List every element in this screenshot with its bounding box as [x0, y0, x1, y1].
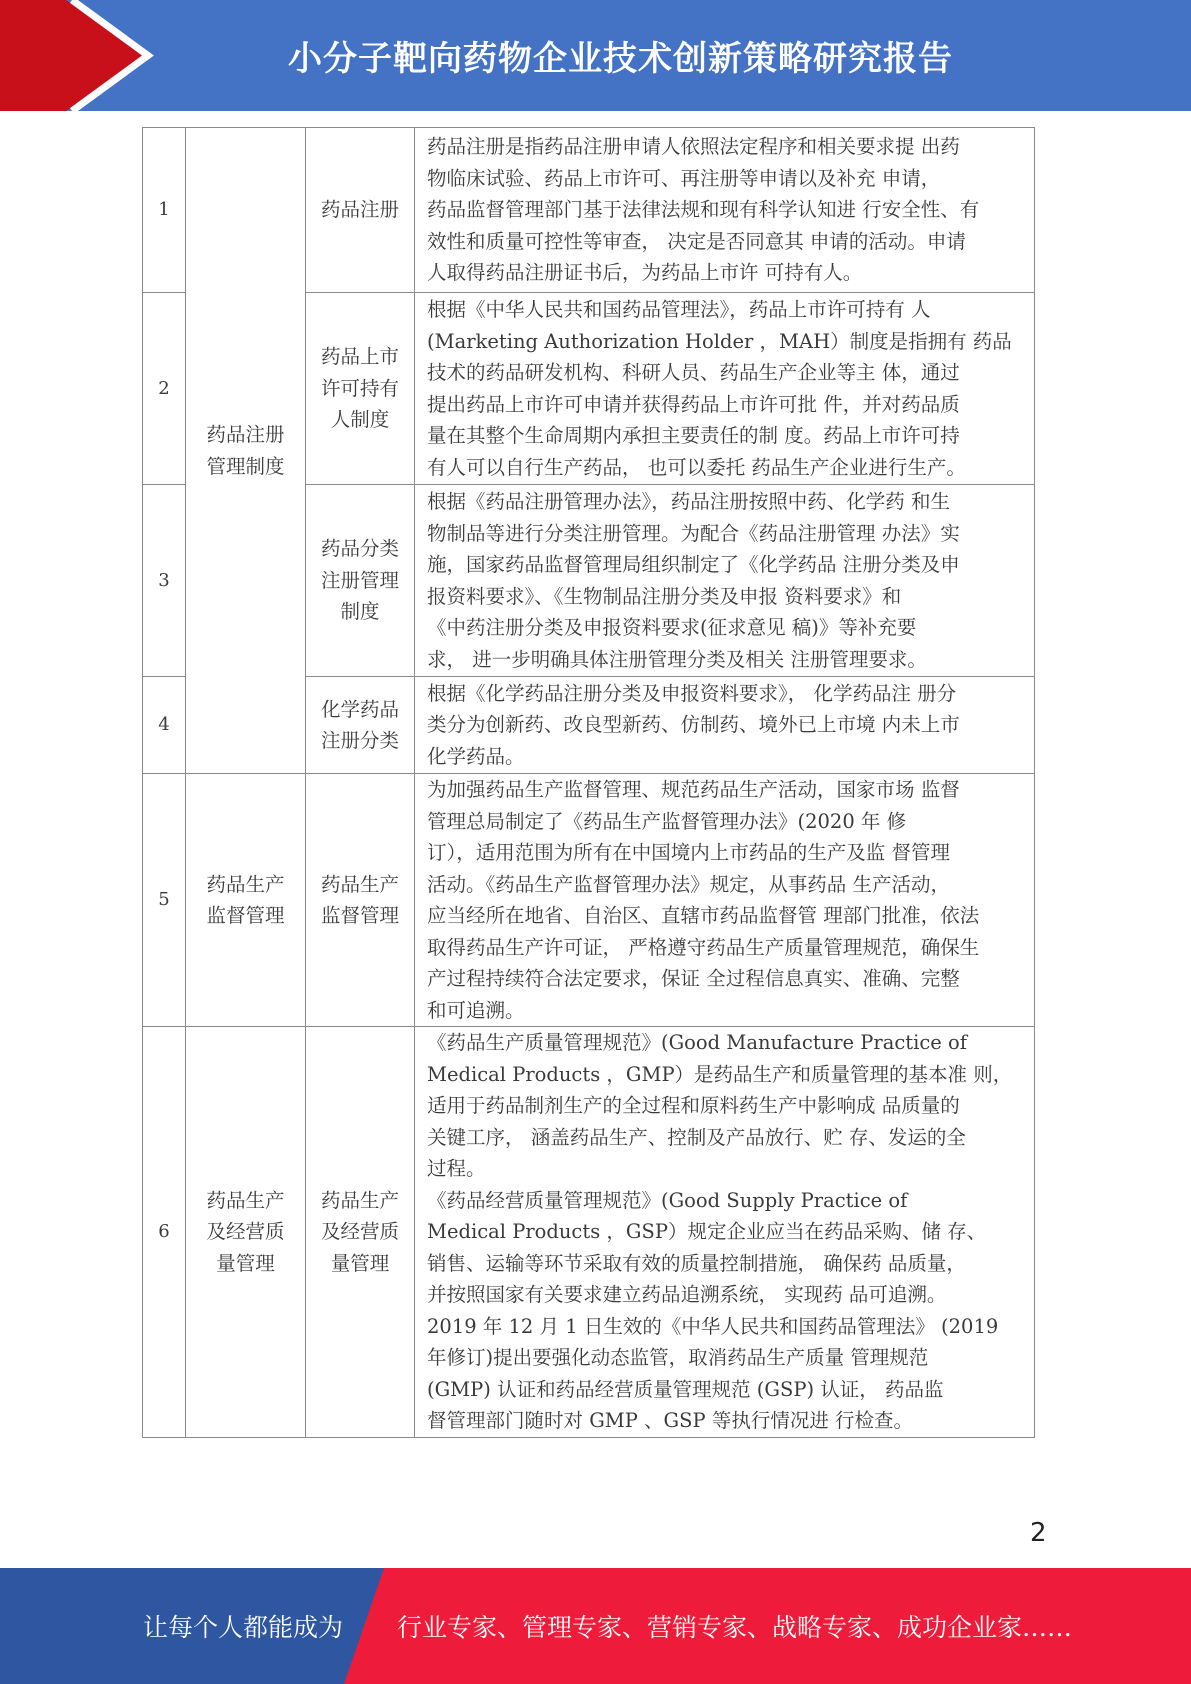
- report-title: 小分子靶向药物企业技术创新策略研究报告: [288, 39, 953, 79]
- subcategory-cell: [306, 1027, 415, 1438]
- category-label: 药品生产监督管理: [206, 872, 285, 927]
- description-line: 督管理部门随时对 GMP 、GSP 等执行情况进 行检查。: [427, 1409, 914, 1432]
- row-number: 6: [143, 1027, 186, 1438]
- page-number: 2: [1030, 1518, 1047, 1548]
- subcategory-label: 化学药品注册分类: [320, 697, 399, 752]
- description-line: 《药品经营质量管理规范》(Good Supply Practice of: [427, 1188, 908, 1212]
- description-line: 年修订)提出要强化动态监管，取消药品生产质量 管理规范: [427, 1346, 929, 1369]
- description-line: 人取得药品注册证书后，为药品上市许 可持有人。: [427, 261, 863, 285]
- description-cell: [415, 128, 1035, 293]
- description-line: (GMP) 认证和药品经营质量管理规范 (GSP) 认证， 药品监: [427, 1377, 944, 1401]
- regulation-table: [142, 127, 1035, 1438]
- description-line: 关键工序， 涵盖药品生产、控制及产品放行、贮 存、发运的全: [427, 1125, 966, 1149]
- subcategory-label: 药品上市许可持有人制度: [320, 345, 399, 432]
- subcategory-cell: [306, 485, 415, 677]
- row-number: 2: [143, 293, 186, 485]
- description-line: 订），适用范围为所有在中国境内上市药品的生产及监 督管理: [427, 841, 950, 864]
- description-line: 应当经所在地省、自治区、直辖市药品监督管 理部门批准，依法: [427, 904, 980, 927]
- description-line: 求， 进一步明确具体注册管理分类及相关 注册管理要求。: [427, 647, 927, 671]
- description-line: 报资料要求》、《生物制品注册分类及申报 资料要求》和: [427, 584, 902, 608]
- description-line: (Marketing Authorization Holder ，MAH）制度是指拥有 药品: [427, 329, 1012, 353]
- description-line: 取得药品生产许可证， 严格遵守药品生产质量管理规范，确保生: [427, 935, 980, 959]
- subcategory-cell: [306, 677, 415, 774]
- subcategory-label: 药品生产监督管理: [320, 872, 399, 927]
- description-line: 适用于药品制剂生产的全过程和原料药生产中影响成 品质量的: [427, 1094, 960, 1117]
- description-line: 药品注册是指药品注册申请人依照法定程序和相关要求提 出药: [427, 135, 960, 159]
- description-line: 技术的药品研发机构、科研人员、药品生产企业等主 体，通过: [427, 361, 960, 384]
- row-number: 1: [143, 128, 186, 293]
- description-line: 根据《化学药品注册分类及申报资料要求》， 化学药品注 册分: [427, 681, 957, 705]
- table-row: [143, 128, 1035, 293]
- subcategory-label: 药品分类注册管理制度: [320, 537, 399, 624]
- description-line: 提出药品上市许可申请并获得药品上市许可批 件，并对药品质: [427, 392, 960, 416]
- category-cell: [186, 774, 306, 1027]
- description-line: 过程。: [427, 1157, 486, 1180]
- description-line: 量在其整个生命周期内承担主要责任的制 度。药品上市许可持: [427, 424, 960, 447]
- description-line: 活动。《药品生产监督管理办法》规定，从事药品 生产活动，: [427, 872, 950, 896]
- category-label: 药品注册管理制度: [206, 423, 285, 478]
- description-line: 类分为创新药、改良型新药、仿制药、境外已上市境 内未上市: [427, 713, 960, 737]
- subcategory-cell: [306, 128, 415, 293]
- description-line: 管理总局制定了《药品生产监督管理办法》(2020 年 修: [427, 809, 907, 833]
- description-cell: [415, 774, 1035, 1027]
- description-line: 销售、运输等环节采取有效的质量控制措施， 确保药 品质量，: [427, 1251, 966, 1275]
- description-line: 和可追溯。: [427, 998, 525, 1022]
- table-row: [143, 1027, 1035, 1438]
- description-line: 物临床试验、药品上市许可、再注册等申请以及补充 申请，: [427, 166, 941, 190]
- description-line: 产过程持续符合法定要求，保证 全过程信息真实、准确、完整: [427, 967, 960, 990]
- category-cell: [186, 1027, 306, 1438]
- description-line: 《中药注册分类及申报资料要求(征求意见 稿)》等补充要: [427, 616, 917, 639]
- description-line: 施，国家药品监督管理局组织制定了《化学药品 注册分类及申: [427, 553, 960, 576]
- footer-slogan-right: 行业专家、管理专家、营销专家、战略专家、成功企业家……: [397, 1613, 1073, 1642]
- description-line: 并按照国家有关要求建立药品追溯系统， 实现药 品可追溯。: [427, 1283, 947, 1306]
- description-line: 为加强药品生产监督管理、规范药品生产活动，国家市场 监督: [427, 778, 960, 801]
- description-cell: [415, 677, 1035, 774]
- description-line: 根据《中华人民共和国药品管理法》，药品上市许可持有 人: [427, 298, 931, 321]
- page-footer: [0, 1568, 1191, 1684]
- description-cell: [415, 293, 1035, 485]
- description-line: 药品监督管理部门基于法律法规和现有科学认知进 行安全性、有: [427, 198, 980, 222]
- description-line: 《药品生产质量管理规范》(Good Manufacture Practice of: [427, 1031, 967, 1054]
- description-line: 2019 年 12 月 1 日生效的《中华人民共和国药品管理法》 (2019: [427, 1314, 999, 1338]
- row-number: 5: [143, 774, 186, 1027]
- description-line: 根据《药品注册管理办法》，药品注册按照中药、化学药 和生: [427, 490, 950, 513]
- subcategory-label: 药品注册: [320, 198, 399, 222]
- table-row: [143, 774, 1035, 1027]
- description-line: Medical Products ，GMP）是药品生产和质量管理的基本准 则，: [427, 1062, 1013, 1086]
- description-line: 物制品等进行分类注册管理。为配合《药品注册管理 办法》实: [427, 521, 960, 545]
- category-cell: [186, 128, 306, 774]
- row-number: 4: [143, 677, 186, 774]
- row-number: 3: [143, 485, 186, 677]
- header-arrow-decoration: [0, 0, 160, 111]
- description-line: 效性和质量可控性等审查， 决定是否同意其 申请的活动。申请: [427, 229, 966, 253]
- subcategory-cell: [306, 293, 415, 485]
- footer-slogan-left: 让每个人都能成为: [143, 1613, 344, 1642]
- description-line: 化学药品。: [427, 744, 525, 768]
- category-label: 药品生产及经营质量管理: [206, 1188, 285, 1275]
- description-line: 有人可以自行生产药品， 也可以委托 药品生产企业进行生产。: [427, 455, 966, 479]
- description-line: Medical Products ，GSP）规定企业应当在药品采购、储 存、: [427, 1220, 987, 1243]
- subcategory-cell: [306, 774, 415, 1027]
- subcategory-label: 药品生产及经营质量管理: [320, 1188, 399, 1275]
- page-header: [0, 0, 1191, 111]
- description-cell: [415, 1027, 1035, 1438]
- description-cell: [415, 485, 1035, 677]
